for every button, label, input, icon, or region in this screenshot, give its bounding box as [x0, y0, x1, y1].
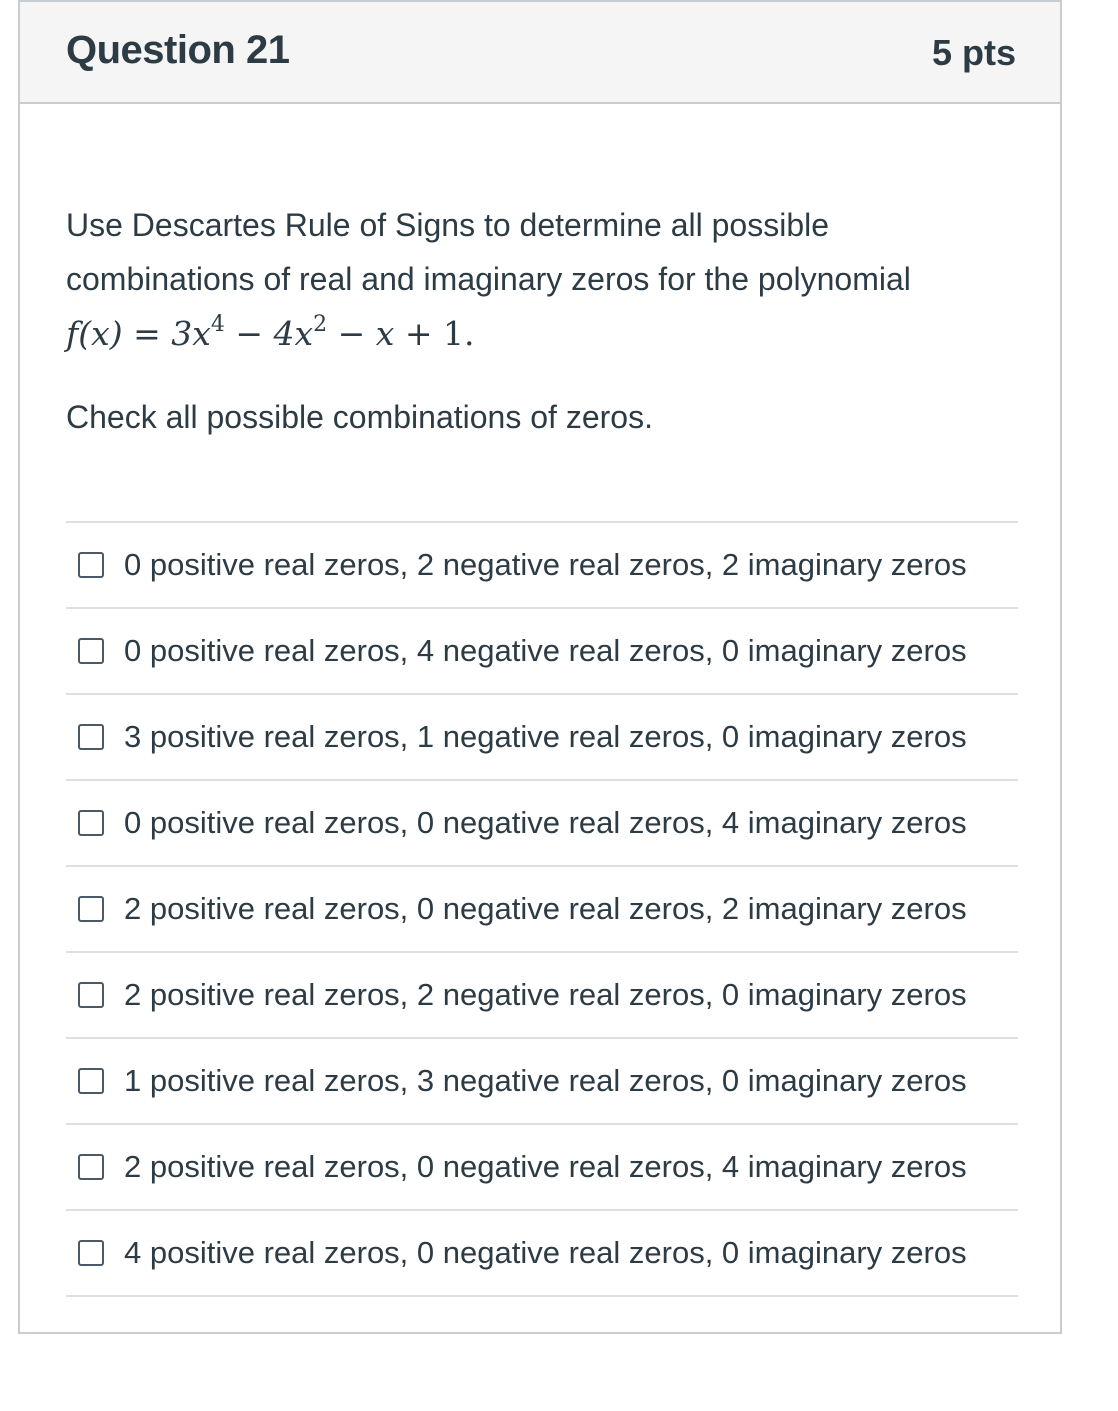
- answer-checkbox[interactable]: [78, 1154, 104, 1180]
- formula-constant: 1.: [443, 314, 475, 353]
- answer-list: [66, 521, 1018, 1297]
- answer-checkbox[interactable]: [78, 1240, 104, 1266]
- question-header: [20, 2, 1060, 104]
- formula-term2-exponent: 2: [313, 312, 328, 337]
- formula-minus1: −: [235, 314, 263, 353]
- polynomial-formula: [66, 306, 1018, 362]
- formula-term1: 3x: [171, 314, 211, 353]
- answer-label: 3 positive real zeros, 1 negative real zeros, 0 imaginary zeros: [124, 719, 967, 754]
- formula-term2: 4x: [273, 314, 314, 353]
- answer-checkbox[interactable]: [78, 724, 104, 750]
- answer-option[interactable]: [66, 695, 1018, 781]
- answer-checkbox[interactable]: [78, 552, 104, 578]
- formula-term1-exponent: 4: [210, 312, 225, 337]
- question-prompt: Use Descartes Rule of Signs to determine all possible combinations of real and imaginary zeros for the polynomial: [66, 207, 911, 297]
- answer-label: 2 positive real zeros, 0 negative real zeros, 4 imaginary zeros: [124, 1149, 967, 1184]
- answer-checkbox[interactable]: [78, 982, 104, 1008]
- question-body: [66, 198, 1018, 444]
- answer-label: 2 positive real zeros, 0 negative real zeros, 2 imaginary zeros: [124, 891, 967, 926]
- answer-label: 2 positive real zeros, 2 negative real zeros, 0 imaginary zeros: [124, 977, 967, 1012]
- question-title: Question 21: [66, 28, 290, 72]
- answer-option[interactable]: [66, 523, 1018, 609]
- formula-minus2: −: [337, 314, 366, 353]
- answer-option[interactable]: [66, 1125, 1018, 1211]
- answer-checkbox[interactable]: [78, 896, 104, 922]
- answer-label: 0 positive real zeros, 0 negative real zeros, 4 imaginary zeros: [124, 805, 967, 840]
- question-instruction: Check all possible combinations of zeros.: [66, 399, 653, 435]
- question-points: 5 pts: [931, 32, 1016, 73]
- answer-label: 0 positive real zeros, 4 negative real zeros, 0 imaginary zeros: [124, 633, 967, 668]
- answer-option[interactable]: [66, 781, 1018, 867]
- answer-option[interactable]: [66, 953, 1018, 1039]
- answer-option[interactable]: [66, 609, 1018, 695]
- answer-checkbox[interactable]: [78, 810, 104, 836]
- answer-checkbox[interactable]: [78, 638, 104, 664]
- formula-plus: +: [404, 314, 433, 353]
- answer-checkbox[interactable]: [78, 1068, 104, 1094]
- formula-term3: x: [375, 314, 395, 353]
- formula-lhs: f(x): [66, 314, 123, 353]
- question-card: [18, 0, 1062, 1334]
- answer-option[interactable]: [66, 867, 1018, 953]
- formula-equals: =: [133, 314, 161, 353]
- answer-label: 1 positive real zeros, 3 negative real zeros, 0 imaginary zeros: [124, 1063, 967, 1098]
- answer-option[interactable]: [66, 1039, 1018, 1125]
- answer-label: 0 positive real zeros, 2 negative real zeros, 2 imaginary zeros: [124, 547, 967, 582]
- answer-label: 4 positive real zeros, 0 negative real zeros, 0 imaginary zeros: [124, 1235, 967, 1270]
- answer-option[interactable]: [66, 1211, 1018, 1297]
